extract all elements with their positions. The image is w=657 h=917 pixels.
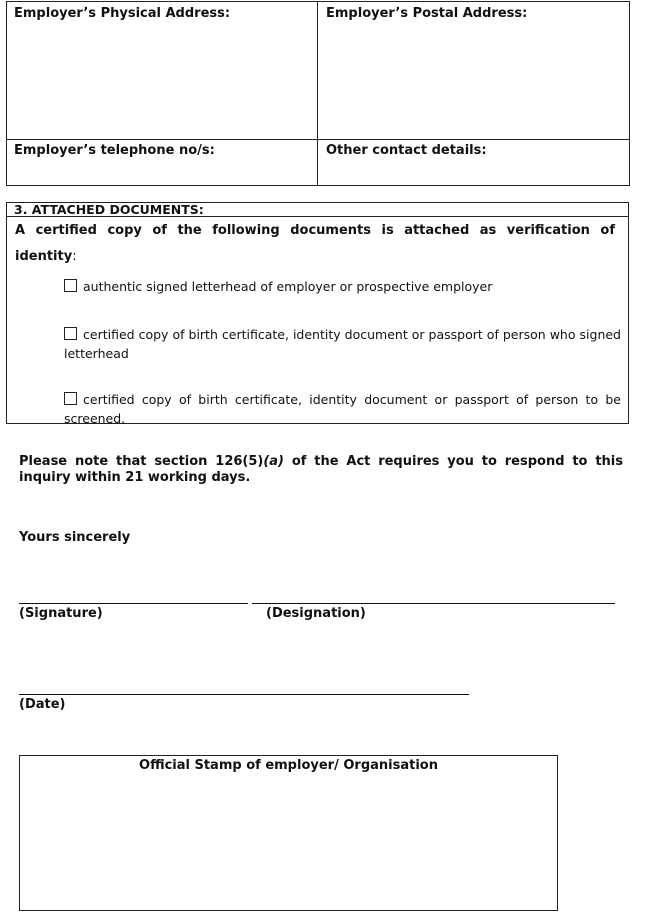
- designation-line: [252, 603, 615, 604]
- document-item-signer-id: [64, 325, 621, 363]
- employer-address-table: [6, 1, 630, 186]
- signature-line: [19, 603, 248, 604]
- checkbox-icon[interactable]: [64, 327, 77, 340]
- intro-colon: :: [72, 249, 77, 264]
- postal-address-label: Employer’s Postal Address:: [326, 6, 528, 21]
- attached-documents-intro: [15, 218, 615, 270]
- physical-address-label: Employer’s Physical Address:: [14, 6, 231, 21]
- stamp-title: Official Stamp of employer/ Organisation: [139, 758, 438, 773]
- document-item-label: certified copy of birth certificate, identity document or passport of person to be screened.: [64, 392, 621, 426]
- response-deadline-note: [19, 454, 623, 486]
- table-horizontal-divider: [7, 139, 629, 140]
- other-contact-label: Other contact details:: [326, 143, 487, 158]
- document-item-screened-id: [64, 390, 621, 428]
- document-item-label: certified copy of birth certificate, identity document or passport of person who signed letterhead: [64, 327, 621, 361]
- signature-label: (Signature): [19, 606, 103, 621]
- note-text-start: Please note that section 126(5): [19, 454, 264, 469]
- checkbox-icon[interactable]: [64, 392, 77, 405]
- designation-label: (Designation): [266, 606, 366, 621]
- intro-line: A certified copy of the following documents is attached as verification of: [15, 223, 615, 238]
- official-stamp-box: [19, 755, 558, 911]
- attached-documents-box: [6, 202, 629, 424]
- attached-documents-heading: 3. ATTACHED DOCUMENTS:: [7, 203, 628, 217]
- telephone-label: Employer’s telephone no/s:: [14, 143, 215, 158]
- table-vertical-divider: [317, 2, 318, 185]
- date-line: [19, 694, 469, 695]
- document-item-label: authentic signed letterhead of employer or prospective employer: [83, 279, 493, 294]
- checkbox-icon[interactable]: [64, 279, 77, 292]
- note-italic-subsection: (a): [263, 454, 284, 469]
- date-label: (Date): [19, 697, 66, 712]
- note-text-end: of the Act requires you to respond to this inquiry within 21 working days.: [19, 454, 623, 485]
- intro-identity-word: identity: [15, 249, 73, 264]
- document-item-letterhead: [64, 277, 621, 296]
- closing-salutation: Yours sincerely: [19, 530, 131, 545]
